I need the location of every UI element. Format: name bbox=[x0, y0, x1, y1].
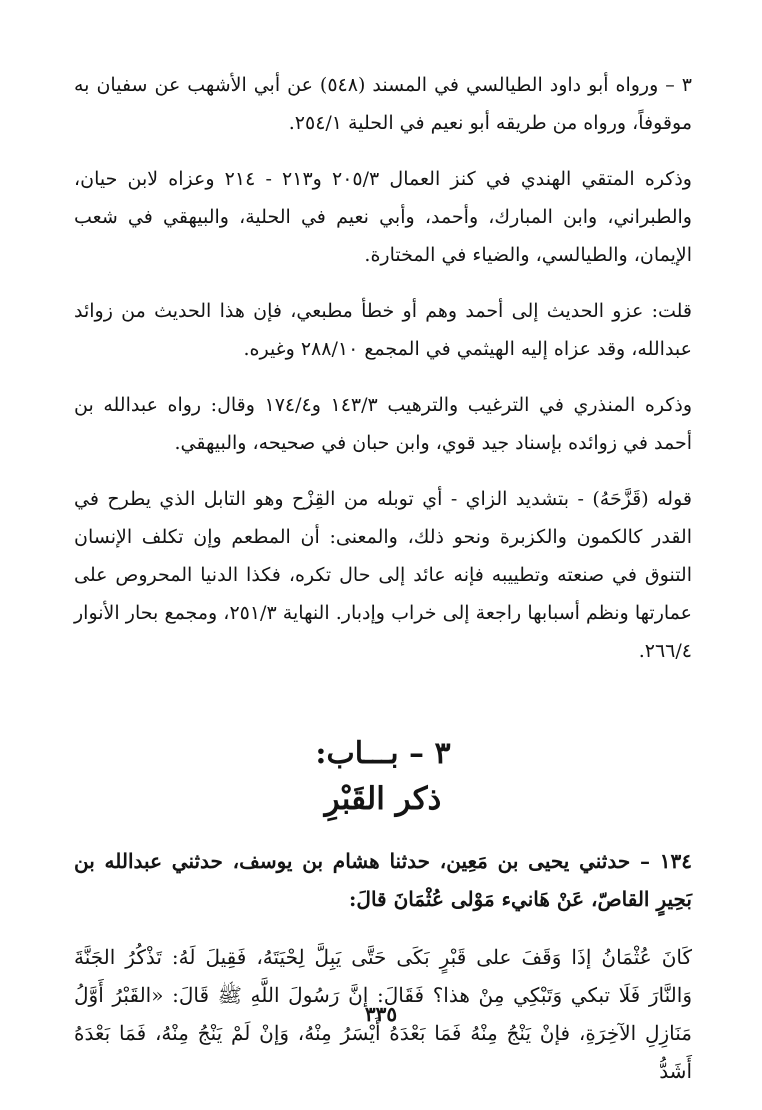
page-number: ٣٣٥ bbox=[364, 1002, 398, 1026]
chapter-title: ذكر القَبْرِ bbox=[324, 781, 442, 817]
footnote-paragraph-4: وذكره المنذري في الترغيب والترهيب ١٤٣/٣ و١٧٤/٤ وقال: رواه عبدالله بن أحمد في زوائده بإسناد جيد قوي، وابن حبان في صحيحه، والبيهقي. bbox=[74, 394, 692, 454]
footnote-paragraph-1: ٣ – ورواه أبو داود الطيالسي في المسند (٥٤٨) عن أبي الأشهب عن سفيان به موقوفاً، ورواه من طريقه أبو نعيم في الحلية ٢٥٤/١. bbox=[74, 74, 692, 134]
chapter-number: ٣ – بـــاب: bbox=[315, 736, 451, 771]
chapter-heading bbox=[74, 732, 692, 822]
hadith-text: كَانَ عُثْمَانُ إذَا وَقَفَ على قَبْرٍ بَكَى حَتَّى يَبِلَّ لِحْيَتَهُ، فَقِيلَ لَهُ: تَذْكُرُ الجَنَّةَ وَالنَّارَ فَلَا تبكي وَتَبْكِي مِنْ هذا؟ فَقَالَ: إنَّ رَسُولَ اللَّهِ ﷺ قَالَ: «القَبْرُ أَوَّلُ مَنَازِلِ الآخِرَةِ، فإنْ يَنْجُ مِنْهُ فَمَا بَعْدَهُ أَيْسَرُ مِنْهُ، وَإنْ لَمْ يَنْجُ مِنْهُ، فَمَا بَعْدَهُ أَشَدُّ bbox=[74, 945, 692, 1083]
hadith-isnad: ١٣٤ – حدثني يحيى بن مَعِين، حدثنا هشام بن يوسف، حدثني عبدالله بن بَحِيرٍ القاصّ، عَنْ هَانيء مَوْلى عُثْمَانَ قالَ: bbox=[74, 849, 692, 911]
footnote-paragraph-2: وذكره المتقي الهندي في كنز العمال ٢٠٥/٣ و٢١٣ - ٢١٤ وعزاه لابن حيان، والطبراني، وابن المبارك، وأحمد، وأبي نعيم في الحلية، والبيهقي في شعب الإيمان، والطيالسي، والضياء في المختارة. bbox=[74, 168, 692, 266]
footnote-paragraph-3: قلت: عزو الحديث إلى أحمد وهم أو خطأ مطبعي، فإن هذا الحديث من زوائد عبدالله، وقد عزاه إليه الهيثمي في المجمع ٢٨٨/١٠ وغيره. bbox=[74, 300, 693, 360]
footnote-paragraph-5: قوله (قَزَّحَهُ) - بتشديد الزاي - أي توبله من القِزْح وهو التابل الذي يطرح في القدر كالكمون والكزبرة ونحو ذلك، والمعنى: أن المطعم وإن تكلف الإنسان التنوق في صنعته وتطييبه فإنه عائد إلى حال تكره، فكذا الدنيا المحروص على عمارتها ونظم أسبابها راجعة إلى خراب وإدبار. النهاية ٢٥١/٣، ومجمع بحار الأنوار ٢٦٦/٤. bbox=[74, 488, 692, 662]
page-body bbox=[74, 66, 692, 1110]
